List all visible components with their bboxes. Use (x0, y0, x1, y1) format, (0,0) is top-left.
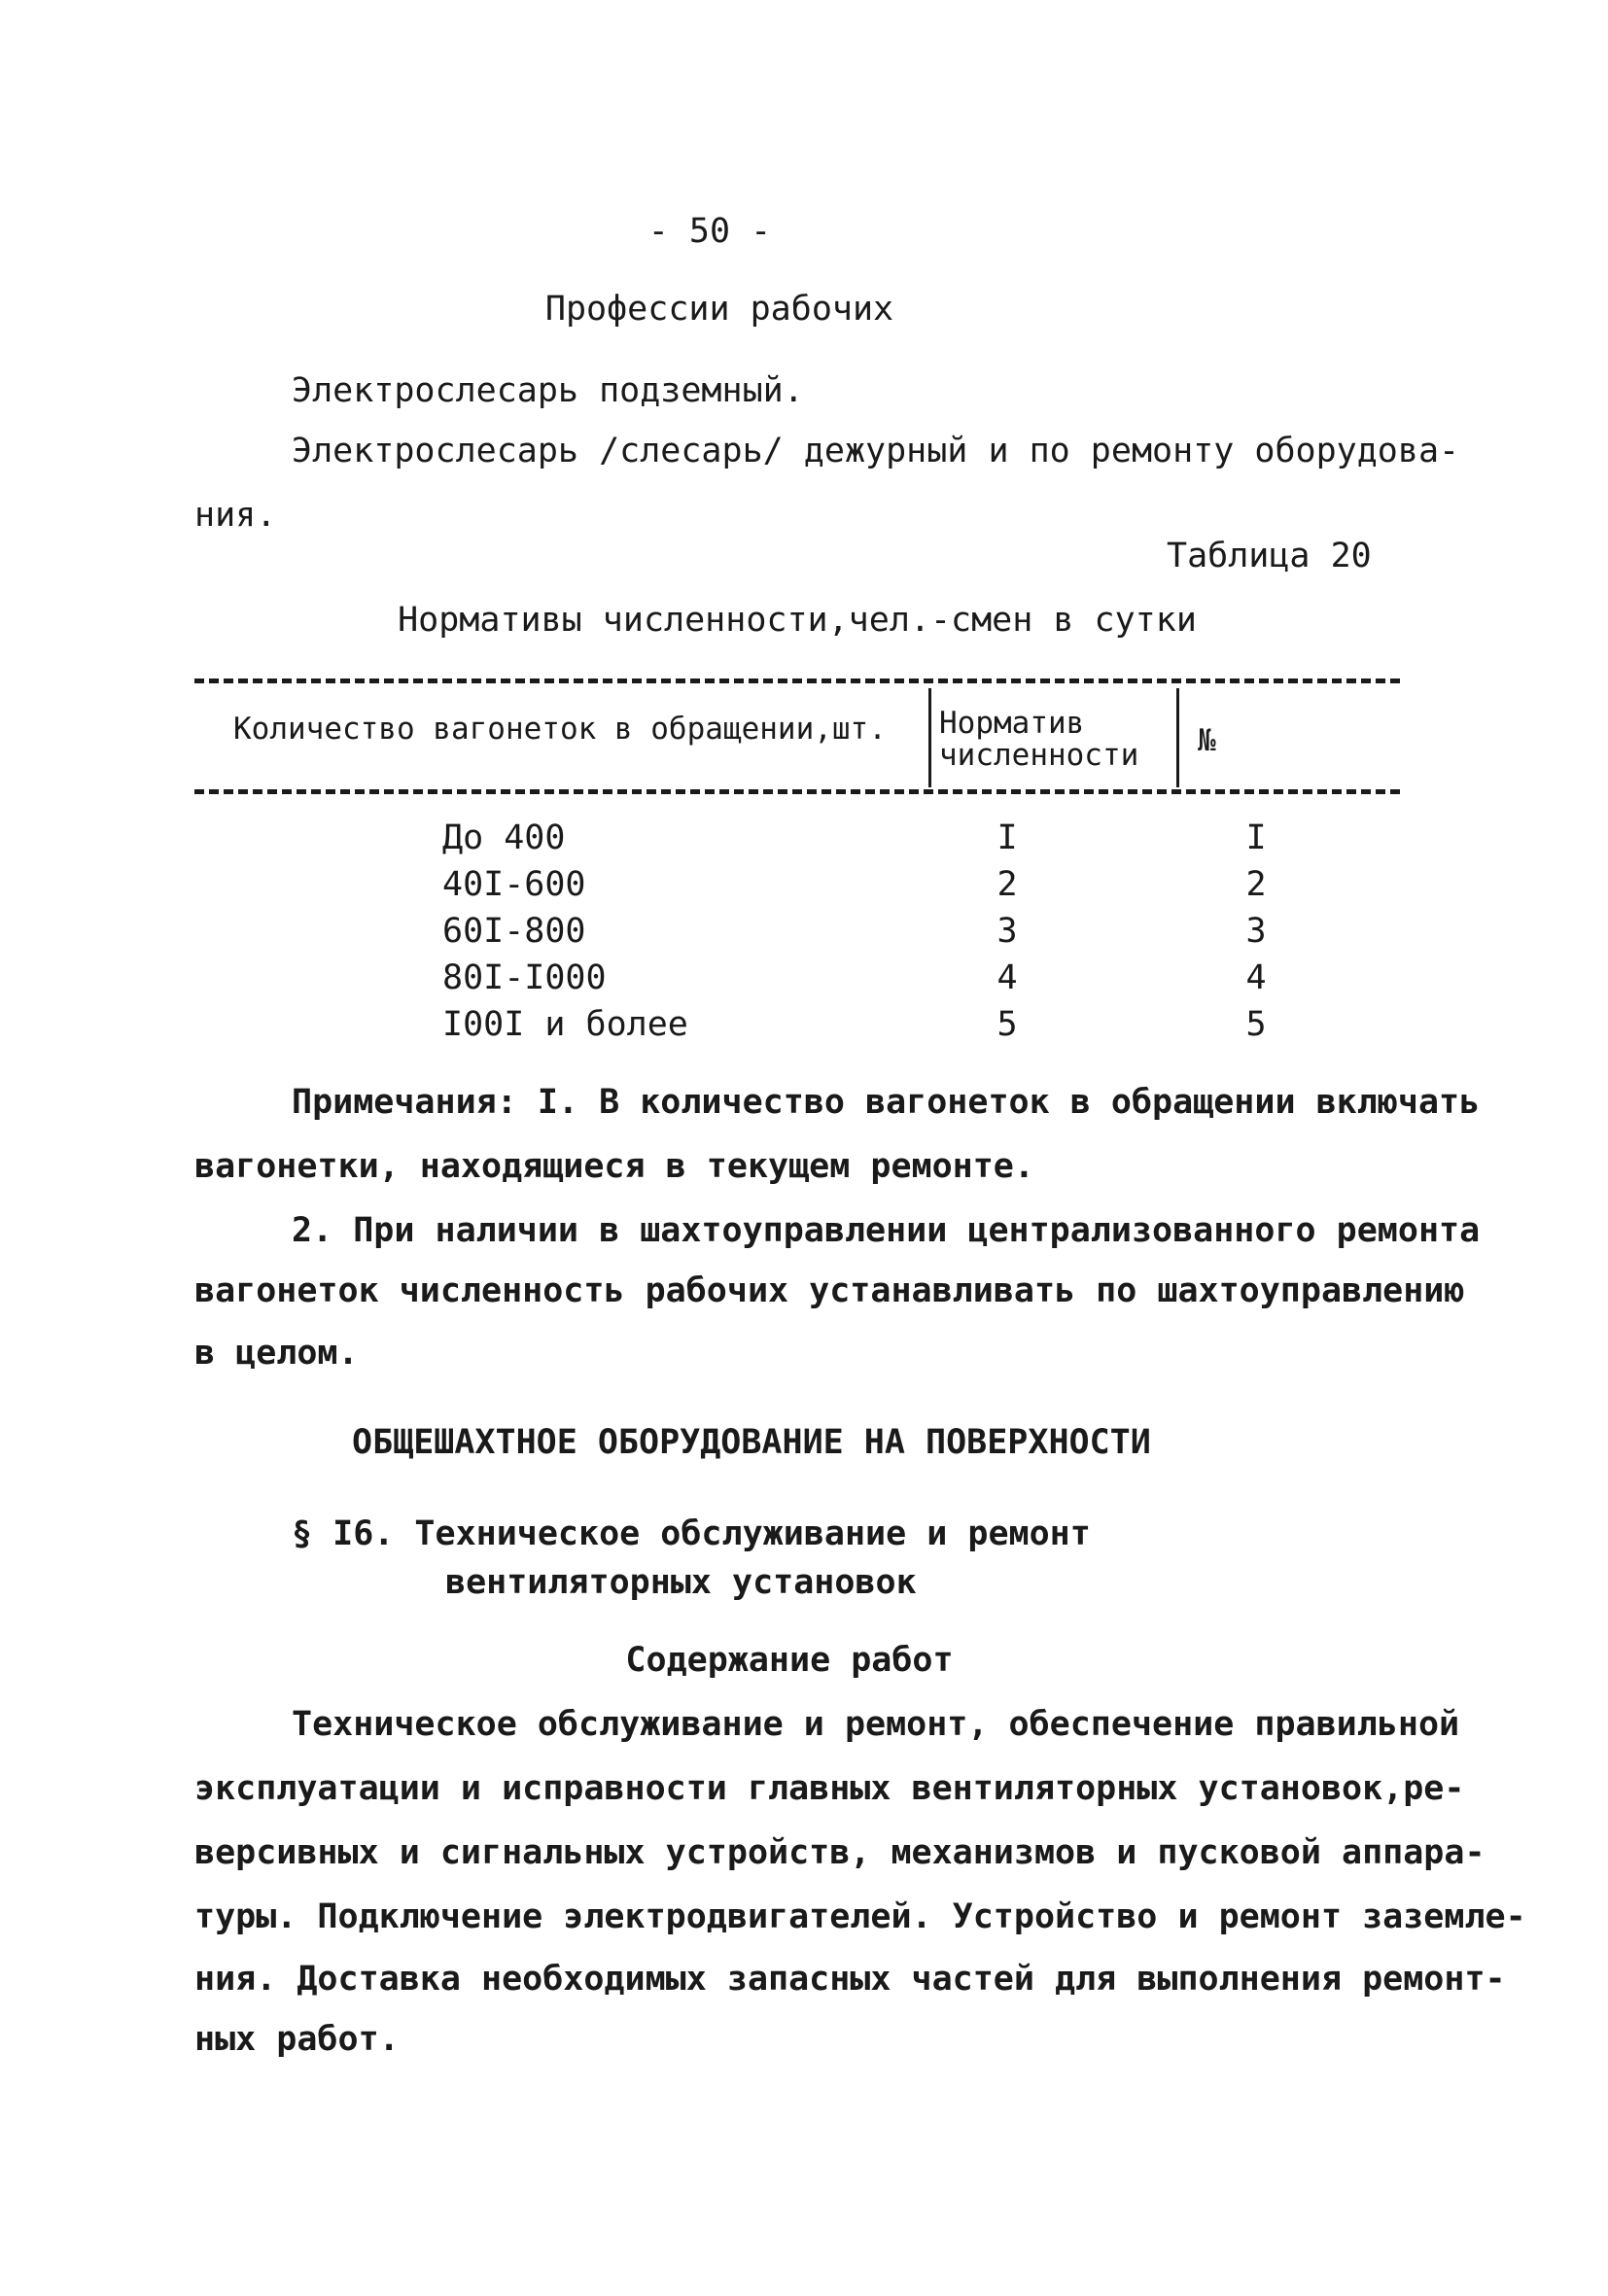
row-range: До 400 (442, 818, 566, 857)
professions-heading: Профессии рабочих (544, 290, 894, 329)
note-2-line2: вагонеток численность рабочих устанавливать по шахтоуправлению (194, 1271, 1465, 1310)
row-range: 40I-600 (442, 865, 586, 904)
row-norm: I (996, 818, 1018, 857)
row-number: 4 (1245, 958, 1267, 997)
row-number: 5 (1245, 1005, 1267, 1044)
body-line-6: ных работ. (194, 2020, 400, 2059)
row-norm: 5 (996, 1005, 1018, 1044)
table-header-number: № (1198, 723, 1216, 758)
profession-item-2-line2: ния. (194, 496, 277, 535)
row-norm: 4 (996, 958, 1018, 997)
table-header-norm-line2: численности (939, 738, 1139, 773)
section-heading: ОБЩЕШАХТНОЕ ОБОРУДОВАНИЕ НА ПОВЕРХНОСТИ (352, 1423, 1151, 1462)
page-number: - 50 - (647, 212, 772, 251)
row-range: 60I-800 (442, 912, 586, 951)
note-2-line1: 2. При наличии в шахтоуправлении централизованного ремонта (292, 1211, 1481, 1250)
profession-item-2-line1: Электрослесарь /слесарь/ дежурный и по ремонту оборудова- (292, 432, 1460, 470)
body-line-2: эксплуатации и исправности главных вентиляторных установок,ре- (194, 1769, 1465, 1808)
body-line-4: туры. Подключение электродвигателей. Устройство и ремонт заземле- (194, 1897, 1526, 1936)
body-line-3: версивных и сигнальных устройств, механизмов и пусковой аппара- (194, 1833, 1486, 1872)
note-2-line3: в целом. (194, 1334, 359, 1373)
table-header-rule (194, 789, 1400, 794)
table-label: Таблица 20 (1167, 537, 1372, 575)
body-line-5: ния. Доставка необходимых запасных частей для выполнения ремонт- (194, 1960, 1506, 1999)
row-number: 2 (1245, 865, 1267, 904)
row-range: I00I и более (442, 1005, 688, 1044)
row-norm: 2 (996, 865, 1018, 904)
paragraph-title-line1: § I6. Техническое обслуживание и ремонт (292, 1514, 1091, 1553)
row-range: 80I-I000 (442, 958, 607, 997)
row-number: I (1245, 818, 1267, 857)
row-norm: 3 (996, 912, 1018, 951)
table-header-quantity: Количество вагонеток в обращении,шт. (233, 712, 887, 747)
table-caption: Нормативы численности,чел.-смен в сутки (398, 601, 1197, 640)
table-top-rule (194, 678, 1400, 683)
note-1-line1: Примечания: I. В количество вагонеток в обращении включать (292, 1083, 1481, 1122)
table-header-norm-line1: Норматив (939, 706, 1085, 741)
body-line-1: Техническое обслуживание и ремонт, обеспечение правильной (292, 1705, 1460, 1744)
row-number: 3 (1245, 912, 1267, 951)
header-separator-2 (1176, 688, 1179, 787)
paragraph-title-line2: вентиляторных установок (445, 1563, 917, 1602)
header-separator-1 (928, 688, 931, 787)
note-1-line2: вагонетки, находящиеся в текущем ремонте. (194, 1147, 1034, 1186)
profession-item-1: Электрослесарь подземный. (292, 371, 804, 410)
content-heading: Содержание работ (625, 1641, 954, 1680)
